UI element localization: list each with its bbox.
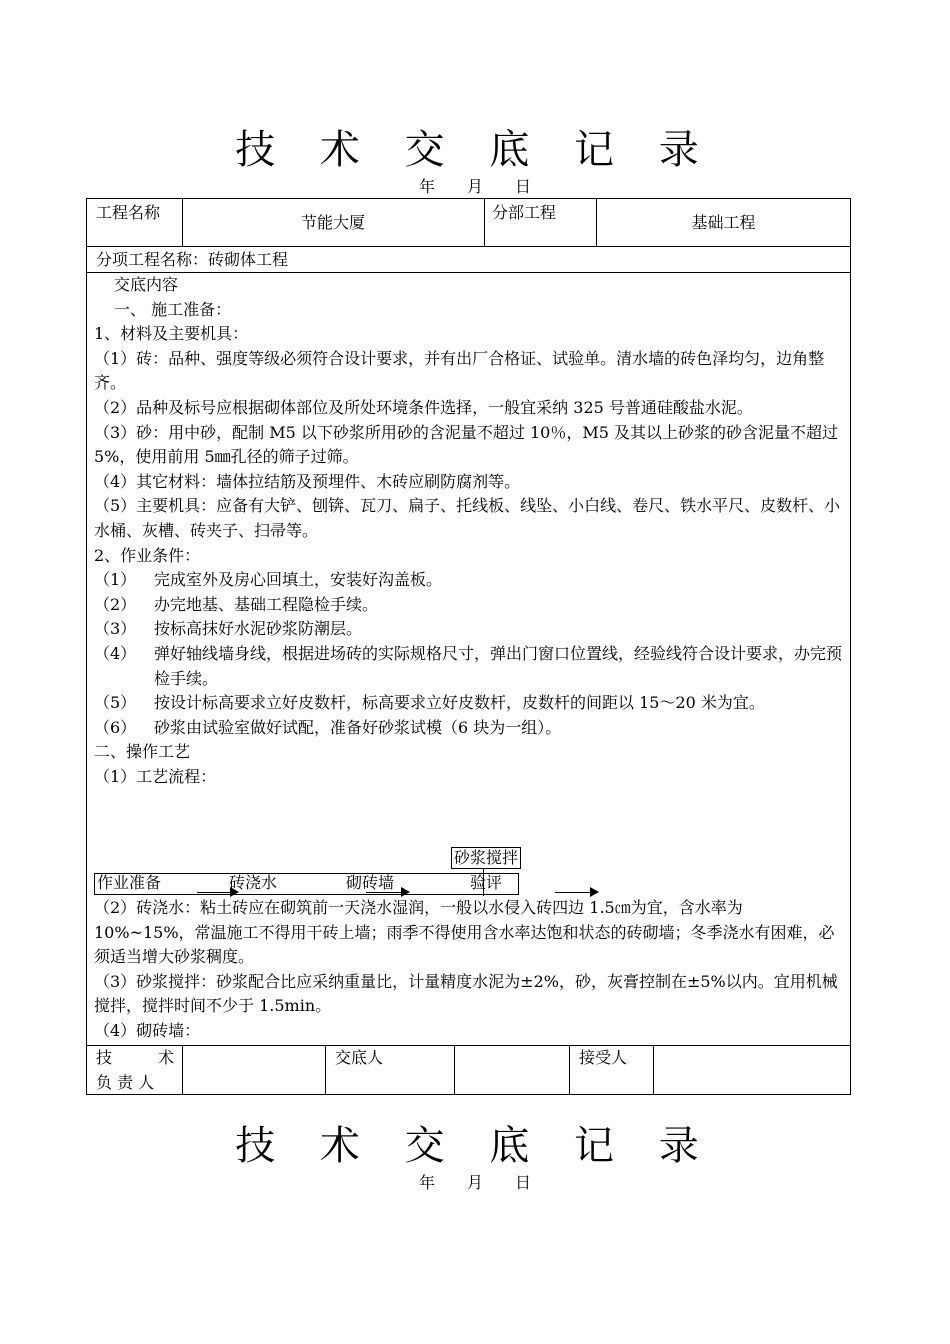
condition-item: （3） 按标高抹好水泥砂浆防潮层。 bbox=[94, 619, 363, 639]
disclosure-content-continued bbox=[94, 896, 846, 1044]
tech-lead-label-line2: 负 责 人 bbox=[96, 1073, 155, 1092]
flow-step-prep: 作业准备 bbox=[97, 873, 162, 892]
flow-connector bbox=[483, 868, 484, 896]
material-item: （2）品种及标号应根据砌体部位及所处环境条件选择，一般宜采纳 325 号普通硅酸盐水泥。 bbox=[94, 397, 753, 417]
flow-step-inspection: 验评 bbox=[470, 873, 503, 892]
flow-arrow bbox=[555, 892, 597, 893]
project-name-value: 节能大厦 bbox=[300, 213, 365, 232]
condition-item: （1） 完成室外及房心回填土，安装好沟盖板。 bbox=[94, 570, 443, 590]
disclosure-content bbox=[94, 273, 846, 789]
flow-step-brick-watering: 砖浇水 bbox=[229, 873, 278, 892]
condition-item: （5） 按设计标高要求立好皮数杆，标高要求立好皮数杆，皮数杆的间距以 15～20 米为宜。 bbox=[94, 693, 765, 713]
project-name-label: 工程名称 bbox=[96, 203, 161, 222]
flow-arrow bbox=[366, 892, 408, 893]
flow-arrow bbox=[197, 892, 237, 893]
date-line bbox=[0, 177, 950, 197]
material-item: （3）砂：用中砂，配制 M5 以下砂浆所用砂的含泥量不超过 10％，M5 及其以上砂浆的砂含泥量不超过 5%，使用前用 5㎜孔径的筛子过筛。 bbox=[94, 422, 839, 467]
flow-box-mortar-mixing: 砂浆搅拌 bbox=[451, 847, 521, 869]
process-item: （3）砂浆搅拌：砂浆配合比应采纳重量比，计量精度水泥为±2%，砂，灰膏控制在±5%以内。宜用机械搅拌，搅拌时间不少于 1.5min。 bbox=[94, 971, 838, 1016]
discloser-label: 交底人 bbox=[335, 1048, 384, 1067]
division-label: 分部工程 bbox=[492, 203, 557, 222]
year-label: 年 bbox=[418, 177, 435, 196]
condition-item: （6） 砂浆由试验室做好试配，准备好砂浆试模（6 块为一组）。 bbox=[94, 717, 562, 737]
year-label: 年 bbox=[418, 1173, 435, 1192]
material-item: （1）砖：品种、强度等级必须符合设计要求，并有出厂合格证、试验单。清水墙的砖色泽均匀，边角整齐。 bbox=[94, 348, 825, 393]
subsection-heading: 1、材料及主要机具： bbox=[94, 324, 249, 344]
material-item: （4）其它材料：墙体拉结筋及预埋件、木砖应刷防腐剂等。 bbox=[94, 471, 521, 491]
page-title: 技 术 交 底 记 录 bbox=[235, 127, 715, 173]
flow-title: （1）工艺流程： bbox=[94, 766, 217, 786]
condition-item: （4） 弹好轴线墙身线，根据进场砖的实际规格尺寸，弹出门窗口位置线，经验线符合设计要求，办完预检手续。 bbox=[94, 643, 843, 688]
division-value: 基础工程 bbox=[691, 213, 756, 232]
month-label: 月 bbox=[466, 177, 483, 196]
material-item: （5）主要机具：应备有大铲、刨锛、瓦刀、扁子、托线板、线坠、小白线、卷尺、铁水平尺、皮数杆、小水桶、灰槽、砖夹子、扫帚等。 bbox=[94, 496, 841, 540]
day-label: 日 bbox=[515, 177, 532, 196]
subsection-heading: 2、作业条件： bbox=[94, 545, 201, 565]
date-line-2 bbox=[0, 1173, 950, 1193]
flow-step-wall-laying: 砌砖墙 bbox=[346, 873, 395, 892]
content-heading: 交底内容 bbox=[114, 275, 179, 294]
page-title-2: 技 术 交 底 记 录 bbox=[235, 1123, 715, 1169]
section-heading: 一、 施工准备： bbox=[114, 299, 232, 319]
tech-lead-label-line1: 技 术 bbox=[96, 1048, 174, 1067]
process-item: （2）砖浇水：粘土砖应在砌筑前一天浇水湿润，一般以水侵入砖四边 1.5㎝为宜，含水率为 10%~15%，常温施工不得用干砖上墙；雨季不得使用含水率达饱和状态的砖砌墙；冬季浇水有困难，必须适当增大砂浆稠度。 bbox=[94, 898, 835, 967]
receiver-label: 接受人 bbox=[579, 1048, 628, 1067]
month-label: 月 bbox=[466, 1173, 483, 1192]
section-heading: 二、操作工艺 bbox=[94, 742, 191, 762]
process-item: （4）砌砖墙： bbox=[94, 1020, 201, 1040]
condition-item: （2） 办完地基、基础工程隐检手续。 bbox=[94, 594, 379, 614]
subitem-name: 分项工程名称：砖砌体工程 bbox=[96, 250, 289, 269]
day-label: 日 bbox=[515, 1173, 532, 1192]
